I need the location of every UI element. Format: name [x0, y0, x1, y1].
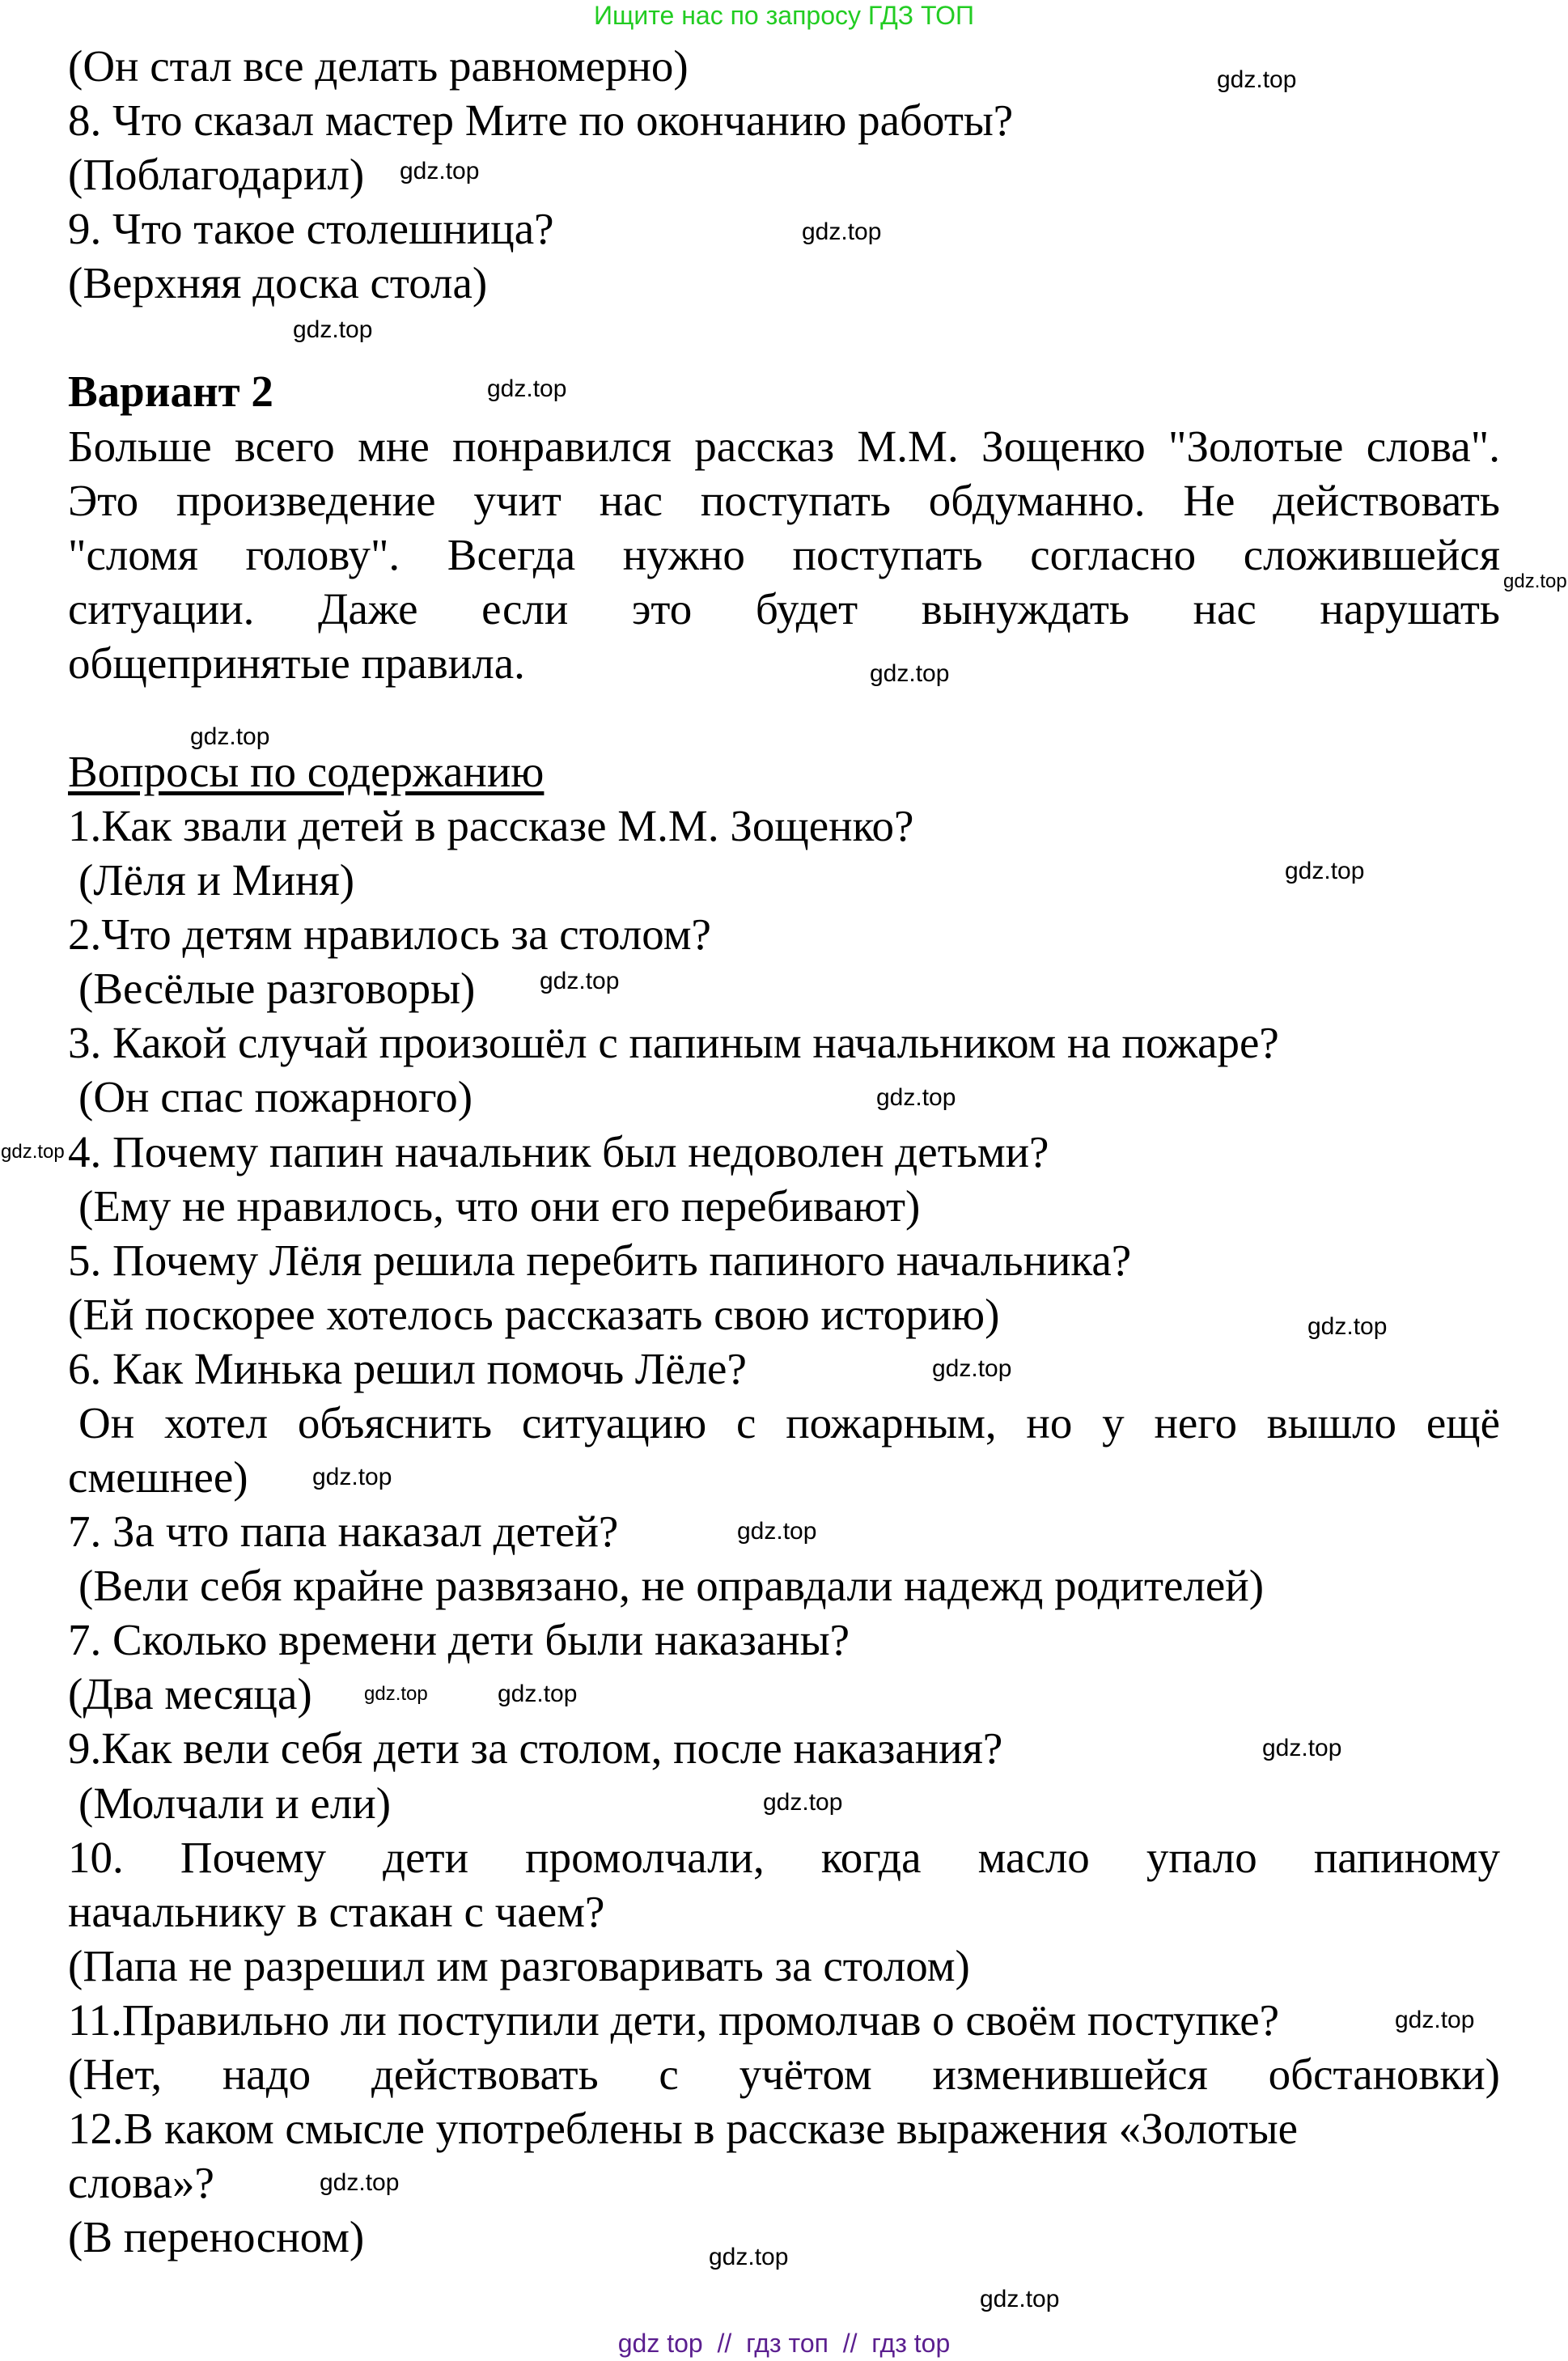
watermark: gdz.top	[932, 1355, 1012, 1382]
text-line: "сломя голову". Всегда нужно поступать согласно сложившейся	[68, 529, 1500, 579]
watermark: gdz.top	[709, 2244, 789, 2270]
text-line: 2.Что детям нравилось за столом?	[68, 909, 711, 960]
text-line: (Он стал все делать равномерно)	[68, 41, 689, 91]
watermark: gdz.top	[312, 1464, 392, 1490]
text-line: Это произведение учит нас поступать обдуманно. Не действовать	[68, 475, 1500, 525]
text-line: (Ей поскорее хотелось рассказать свою историю)	[68, 1289, 1000, 1339]
text-line: 12.В каком смысле употреблены в рассказе выражения «Золотые	[68, 2103, 1299, 2153]
watermark: gdz.top	[980, 2286, 1060, 2312]
text-line: (Весёлые разговоры)	[78, 964, 476, 1014]
text-line: 11.Правильно ли поступили дети, промолчав о своём поступке?	[68, 1994, 1280, 2045]
text-line: 3. Какой случай произошёл с папиным начальником на пожаре?	[68, 1018, 1279, 1068]
watermark: gdz.top	[498, 1681, 578, 1707]
text-line: (Поблагодарил)	[68, 150, 365, 200]
watermark: gdz.top	[540, 968, 620, 994]
text-line: 1.Как звали детей в рассказе М.М. Зощенко?	[68, 801, 914, 851]
text-line: слова»?	[68, 2158, 214, 2208]
watermark: gdz.top	[400, 158, 480, 184]
text-line: 5. Почему Лёля решила перебить папиного начальника?	[68, 1235, 1132, 1285]
text-line	[68, 310, 1500, 364]
text-line	[68, 690, 1500, 744]
watermark: gdz.top	[1395, 2007, 1475, 2033]
text-line: начальнику в стакан с чаем?	[68, 1886, 605, 1936]
text-line: 9.Как вели себя дети за столом, после наказания?	[68, 1723, 1003, 1774]
section-heading: Вопросы по содержанию	[68, 747, 545, 797]
watermark: gdz.top	[1, 1141, 65, 1163]
text-line: (Вели себя крайне развязано, не оправдали надежд родителей)	[78, 1561, 1265, 1611]
text-line: (Он спас пожарного)	[78, 1072, 473, 1122]
watermark: gdz.top	[293, 316, 373, 343]
watermark: gdz.top	[1262, 1735, 1342, 1761]
search-hint-banner: Ищите нас по запросу ГДЗ ТОП	[594, 1, 974, 30]
watermark: gdz.top	[1307, 1313, 1388, 1340]
footer-links: gdz top // гдз топ // гдз top	[617, 2329, 951, 2358]
watermark: gdz.top	[1217, 66, 1297, 93]
text-line: (Два месяца)	[68, 1669, 312, 1719]
document-body	[68, 39, 1500, 2264]
watermark: gdz.top	[487, 375, 567, 402]
text-line: 4. Почему папин начальник был недоволен детьми?	[68, 1126, 1049, 1176]
text-line: (Молчали и ели)	[78, 1778, 392, 1828]
watermark: gdz.top	[1503, 570, 1567, 592]
text-line: Он хотел объяснить ситуацию с пожарным, но у него вышло ещё	[78, 1397, 1500, 1448]
text-line: 9. Что такое столешница?	[68, 204, 554, 254]
watermark: gdz.top	[763, 1789, 843, 1816]
text-line: (Лёля и Миня)	[78, 855, 355, 905]
text-line: общепринятые правила.	[68, 638, 525, 688]
watermark: gdz.top	[876, 1084, 956, 1111]
watermark: gdz.top	[870, 660, 950, 687]
watermark: gdz.top	[802, 218, 882, 245]
section-title: Вариант 2	[68, 367, 273, 417]
text-line: ситуации. Даже если это будет вынуждать нас нарушать	[68, 583, 1500, 634]
text-line: (Ему не нравилось, что они его перебивают)	[78, 1180, 921, 1231]
text-line: 6. Как Минька решил помочь Лёле?	[68, 1343, 747, 1393]
text-line: смешнее)	[68, 1452, 248, 1503]
text-line: 7. Сколько времени дети были наказаны?	[68, 1615, 850, 1665]
text-line: (Верхняя доска стола)	[68, 258, 488, 308]
text-line: 10. Почему дети промолчали, когда масло упало папиному	[68, 1832, 1500, 1882]
text-line: 8. Что сказал мастер Мите по окончанию работы?	[68, 95, 1014, 146]
watermark: gdz.top	[320, 2169, 400, 2196]
watermark: gdz.top	[190, 723, 270, 750]
watermark: gdz.top	[364, 1683, 428, 1705]
watermark: gdz.top	[1285, 858, 1365, 884]
text-line: 7. За что папа наказал детей?	[68, 1507, 619, 1557]
text-line: Больше всего мне понравился рассказ М.М. Зощенко "Золотые слова".	[68, 421, 1500, 471]
text-line: (Папа не разрешил им разговаривать за столом)	[68, 1940, 970, 1990]
watermark: gdz.top	[737, 1518, 817, 1545]
text-line: (В переносном)	[68, 2212, 365, 2262]
text-line: (Нет, надо действовать с учётом изменившейся обстановки)	[68, 2049, 1500, 2099]
